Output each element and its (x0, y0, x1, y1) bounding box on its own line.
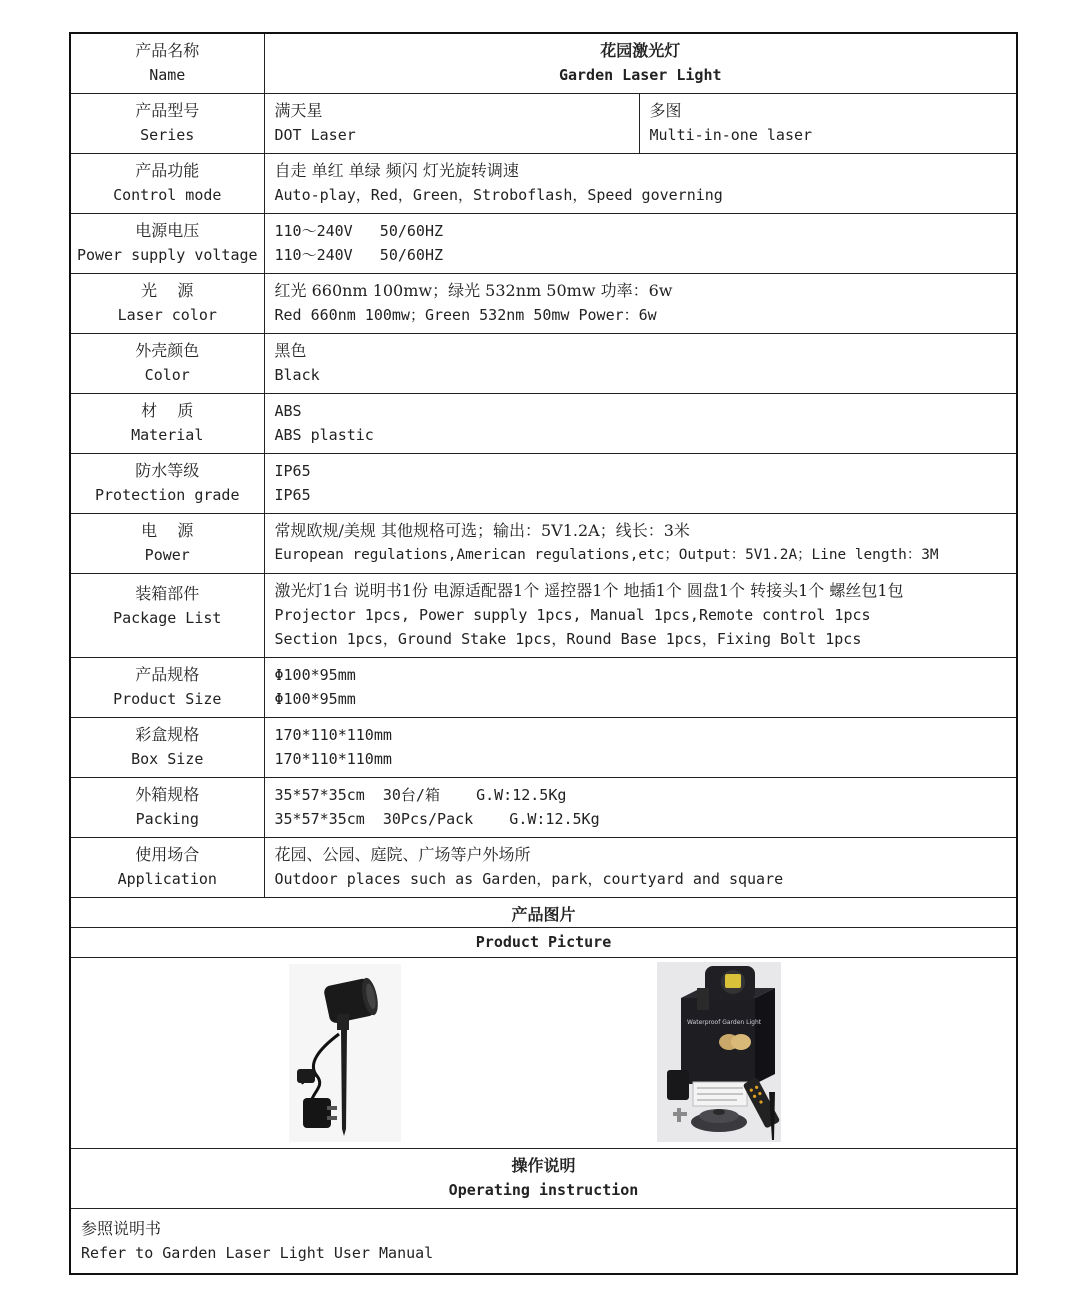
value-en: Multi-in-one laser (649, 126, 813, 144)
instruction-heading-row (70, 1148, 1017, 1208)
label-cell (70, 33, 264, 93)
label-zh: 外壳颜色 (135, 341, 200, 360)
label-en: Application (117, 870, 217, 888)
label-cell (70, 393, 264, 453)
value-en: DOT Laser (274, 126, 356, 144)
label-cell (70, 93, 264, 153)
label-cell (70, 273, 264, 333)
label-cell (70, 717, 264, 777)
value-cell (264, 273, 1017, 333)
label-cell (70, 777, 264, 837)
label-en: Series (140, 126, 195, 144)
value-en: Black (274, 366, 320, 384)
value-zh: 花园、公园、庭院、广场等户外场所 (274, 845, 531, 864)
product-photo-stake-light (289, 964, 401, 1142)
value-zh: IP65 (274, 462, 311, 480)
picture-heading-en-cell (70, 927, 1017, 957)
instruction-body-zh: 参照说明书 (81, 1218, 162, 1238)
value-en: European regulations,American regulations,etc；Output：5V1.2A；Line length：3M (274, 547, 939, 563)
row-color (70, 333, 1017, 393)
value-en-2: Section 1pcs，Ground Stake 1pcs，Round Base 1pcs，Fixing Bolt 1pcs (274, 630, 862, 648)
label-zh: 材 质 (141, 401, 194, 420)
picture-heading-zh-cell (70, 897, 1017, 927)
product-name-zh: 花园激光灯 (600, 41, 681, 61)
row-box-size (70, 717, 1017, 777)
label-en: Power supply voltage (76, 246, 258, 264)
picture-row (70, 957, 1017, 1148)
label-en: Box Size (131, 750, 204, 768)
label-en: Control mode (113, 186, 222, 204)
spec-table (69, 32, 1018, 1275)
value-zh: 黑色 (274, 341, 307, 360)
picture-heading-zh-row (70, 897, 1017, 927)
row-material (70, 393, 1017, 453)
instruction-body-row (70, 1208, 1017, 1274)
instruction-title-zh: 操作说明 (511, 1156, 576, 1175)
spec-sheet (69, 32, 1016, 1275)
label-cell (70, 513, 264, 573)
picture-title-en: Product Picture (475, 933, 612, 951)
value-en: Auto-play，Red，Green，Stroboflash，Speed governing (274, 186, 723, 204)
label-en: Name (149, 66, 186, 85)
value-cell (264, 153, 1017, 213)
label-cell (70, 657, 264, 717)
label-zh: 装箱部件 (135, 583, 200, 603)
label-zh: 外箱规格 (135, 785, 200, 804)
series-dot-cell (264, 93, 639, 153)
row-protection-grade (70, 453, 1017, 513)
product-name-en: Garden Laser Light (558, 66, 722, 85)
label-cell (70, 333, 264, 393)
label-en: Laser color (117, 306, 217, 324)
row-application (70, 837, 1017, 897)
label-en: Product Size (113, 690, 222, 708)
picture-title-zh: 产品图片 (511, 904, 576, 924)
value-zh: 常规欧规/美规 其他规格可选；输出：5V1.2A；线长：3米 (274, 521, 690, 540)
value-en: IP65 (274, 486, 311, 504)
instruction-body-en: Refer to Garden Laser Light User Manual (81, 1243, 434, 1262)
box-label: Waterproof Garden Light (687, 1018, 762, 1026)
product-photo-package-contents (657, 962, 781, 1142)
label-zh: 使用场合 (135, 845, 200, 864)
row-packing (70, 777, 1017, 837)
row-control-mode (70, 153, 1017, 213)
picture-area (71, 958, 1016, 1148)
instruction-title-en: Operating instruction (448, 1181, 639, 1199)
label-cell (70, 153, 264, 213)
value-en: Red 660nm 100mw；Green 532nm 50mw Power：6w (274, 306, 657, 324)
label-en: Protection grade (95, 486, 240, 504)
value-en: 35*57*35cm 30Pcs/Pack G.W:12.5Kg (274, 810, 600, 828)
product-name-cell (264, 33, 1017, 93)
value-zh: 自走 单红 单绿 频闪 灯光旋转调速 (274, 161, 519, 180)
value-cell (264, 777, 1017, 837)
label-zh: 产品型号 (135, 101, 200, 120)
value-en: 170*110*110mm (274, 750, 392, 768)
label-zh: 防水等级 (135, 461, 200, 480)
label-cell (70, 213, 264, 273)
label-zh: 产品功能 (135, 161, 200, 180)
picture-cell (70, 957, 1017, 1148)
value-cell (264, 837, 1017, 897)
row-laser-color (70, 273, 1017, 333)
value-cell (264, 393, 1017, 453)
label-cell (70, 453, 264, 513)
value-en: Φ100*95mm (274, 690, 356, 708)
value-zh: Φ100*95mm (274, 666, 356, 684)
value-en: ABS plastic (274, 426, 374, 444)
value-zh: 多图 (649, 101, 682, 120)
picture-heading-en-row (70, 927, 1017, 957)
instruction-body-cell (70, 1208, 1017, 1274)
value-cell (264, 573, 1017, 657)
value-zh: 激光灯1台 说明书1份 电源适配器1个 遥控器1个 地插1个 圆盘1个 转接头1个 螺丝包1包 (274, 581, 904, 600)
label-zh: 电源电压 (135, 221, 200, 240)
label-en: Color (144, 366, 190, 384)
row-package-list (70, 573, 1017, 657)
label-zh: 电 源 (141, 521, 194, 540)
label-cell (70, 837, 264, 897)
label-en: Material (131, 426, 204, 444)
series-multi-cell (639, 93, 1017, 153)
instruction-heading-cell (70, 1148, 1017, 1208)
value-cell (264, 717, 1017, 777)
label-en: Package List (113, 608, 222, 627)
value-zh: 35*57*35cm 30台/箱 G.W:12.5Kg (274, 786, 567, 804)
label-cell (70, 573, 264, 657)
value-cell (264, 213, 1017, 273)
row-power (70, 513, 1017, 573)
row-power-supply-voltage (70, 213, 1017, 273)
value-cell (264, 453, 1017, 513)
label-zh: 光 源 (141, 281, 194, 300)
row-name (70, 33, 1017, 93)
value-cell (264, 657, 1017, 717)
row-product-size (70, 657, 1017, 717)
stake-light-illustration (289, 964, 401, 1142)
value-en: Outdoor places such as Garden，park，courtyard and square (274, 870, 784, 888)
value-zh: ABS (274, 402, 302, 420)
value-en-1: Projector 1pcs, Power supply 1pcs, Manual 1pcs,Remote control 1pcs (274, 606, 871, 624)
value-en: 110～240V 50/60HZ (274, 246, 444, 264)
value-cell (264, 333, 1017, 393)
value-zh: 170*110*110mm (274, 726, 392, 744)
label-zh: 产品名称 (135, 41, 200, 61)
value-zh: 满天星 (274, 101, 323, 120)
value-cell (264, 513, 1017, 573)
label-zh: 产品规格 (135, 665, 200, 684)
label-en: Packing (135, 810, 199, 828)
package-contents-illustration (657, 962, 781, 1142)
row-series (70, 93, 1017, 153)
label-zh: 彩盒规格 (135, 725, 200, 744)
value-zh: 红光 660nm 100mw；绿光 532nm 50mw 功率：6w (274, 281, 673, 300)
label-en: Power (144, 546, 190, 564)
value-zh: 110～240V 50/60HZ (274, 222, 444, 240)
